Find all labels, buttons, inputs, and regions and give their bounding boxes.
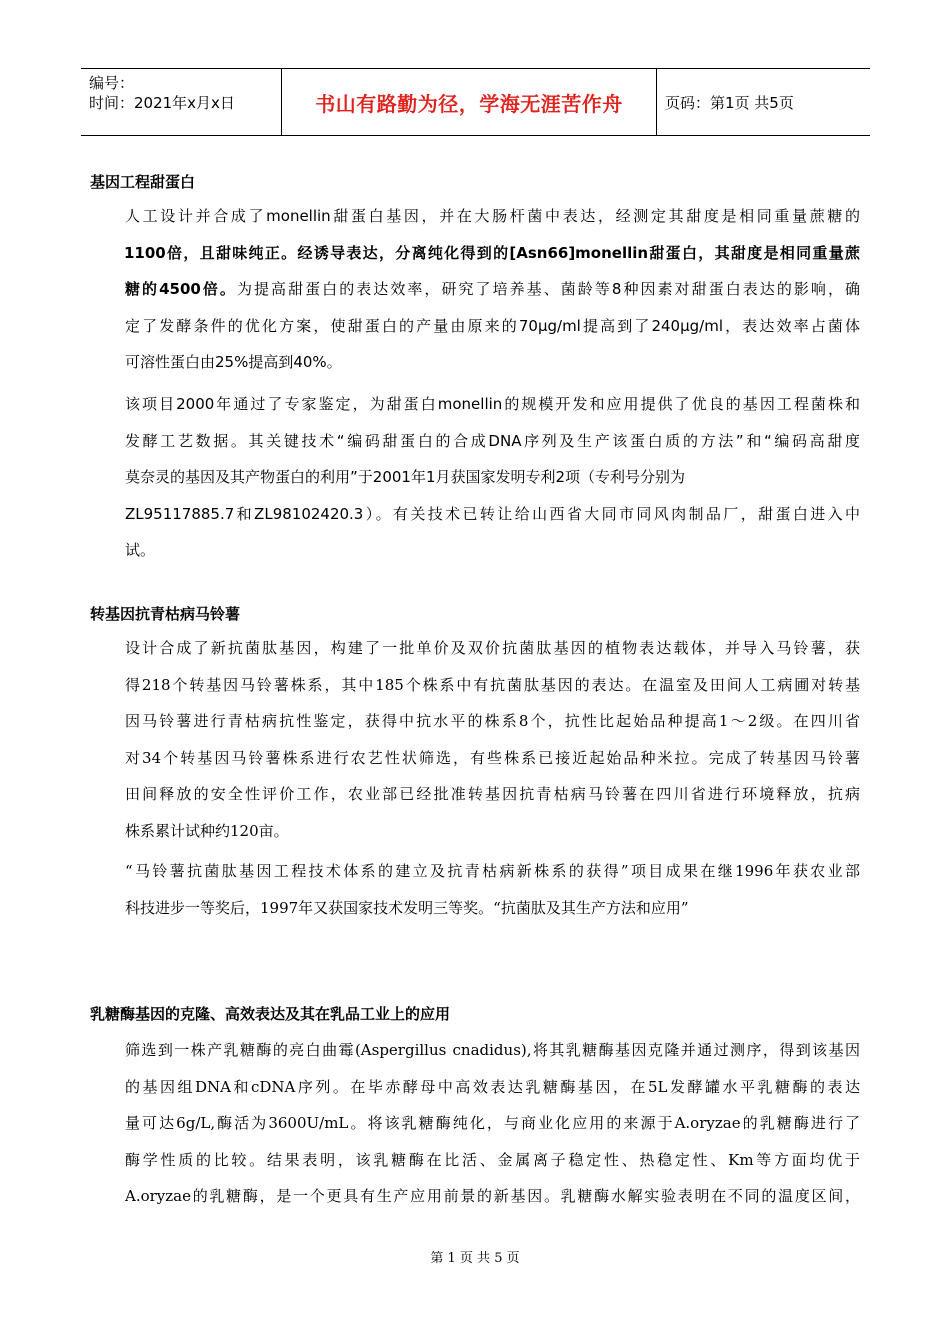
section-title-lactase: 乳糖酶基因的克隆、高效表达及其在乳品工业上的应用 bbox=[90, 1005, 451, 1023]
header-meta-cell bbox=[81, 69, 282, 135]
document-number-label: 编号： bbox=[89, 74, 135, 92]
header-motto-cell bbox=[282, 69, 657, 135]
text-line: 田间释放的安全性评价工作，农业部已经批准转基因抗青枯病马铃薯在四川省进行环境释放，抗病 bbox=[125, 785, 860, 803]
page-header bbox=[81, 68, 870, 136]
text-line bbox=[125, 271, 860, 308]
text-line: 1100倍，且甜味纯正。经诱导表达，分离纯化得到的[Asn66]monellin甜蛋白，其甜度是相同重量蔗 bbox=[124, 243, 860, 262]
text-line-bold-part: 糖的4500倍。 bbox=[125, 280, 237, 298]
header-page-cell bbox=[657, 69, 870, 135]
text-line: “马铃薯抗菌肽基因工程技术体系的建立及抗青枯病新株系的获得”项目成果在继1996年获农业部 bbox=[125, 862, 860, 880]
text-line: A.oryzae的乳糖酶，是一个更具有生产应用前景的新基因。乳糖酶水解实验表明在不同的温度区间， bbox=[125, 1187, 860, 1205]
text-line: 该项目2000年通过了专家鉴定，为甜蛋白monellin的规模开发和应用提供了优良的基因工程菌株和 bbox=[125, 395, 860, 413]
text-line: 因马铃薯进行青枯病抗性鉴定，获得中抗水平的株系8个，抗性比起始品种提高1～2级。在四川省 bbox=[125, 712, 860, 730]
paragraph-sweet-protein-1 bbox=[125, 198, 860, 381]
paragraph-potato-2 bbox=[125, 853, 860, 926]
paragraph-potato-1 bbox=[125, 630, 860, 849]
text-line: 人工设计并合成了monellin甜蛋白基因，并在大肠杆菌中表达，经测定其甜度是相同重量蔗糖的 bbox=[125, 207, 860, 225]
header-page-info: 页码：第1页 共5页 bbox=[665, 93, 794, 112]
text-line: 可溶性蛋白由25%提高到40%。 bbox=[125, 353, 342, 371]
document-date: 时间：2021年x月x日 bbox=[89, 94, 235, 112]
text-line: 定了发酵条件的优化方案，使甜蛋白的产量由原来的70μg/ml提高到了240μg/ml，表达效率占菌体 bbox=[125, 316, 860, 335]
header-motto: 书山有路勤为径，学海无涯苦作舟 bbox=[315, 91, 623, 116]
text-line: ZL95117885.7和ZL98102420.3）。有关技术已转让给山西省大同市同风肉制品厂，甜蛋白进入中 bbox=[125, 504, 860, 523]
text-line: 发酵工艺数据。其关键技术“编码甜蛋白的合成DNA序列及生产该蛋白质的方法”和“编码高甜度 bbox=[125, 431, 860, 450]
text-line: 对34个转基因马铃薯株系进行农艺性状筛选，有些株系已接近起始品种米拉。完成了转基因马铃薯 bbox=[125, 748, 860, 767]
text-line: 科技进步一等奖后，1997年又获国家技术发明三等奖。“抗菌肽及其生产方法和应用” bbox=[125, 898, 689, 917]
section-title-potato: 转基因抗青枯病马铃薯 bbox=[90, 605, 241, 623]
section-title-sweet-protein: 基因工程甜蛋白 bbox=[90, 173, 196, 191]
text-line: 得218个转基因马铃薯株系，其中185个株系中有抗菌肽基因的表达。在温室及田间人工病圃对转基 bbox=[125, 675, 860, 694]
text-line: 莫奈灵的基因及其产物蛋白的利用”于2001年1月获国家发明专利2项（专利号分别为 bbox=[125, 468, 686, 486]
text-line: 的基因组DNA和cDNA序列。在毕赤酵母中高效表达乳糖酶基因，在5L发酵罐水平乳糖酶的表达 bbox=[125, 1077, 860, 1096]
text-line-regular-part: 为提高甜蛋白的表达效率，研究了培养基、菌龄等8种因素对甜蛋白表达的影响，确 bbox=[236, 280, 860, 298]
text-line: 设计合成了新抗菌肽基因，构建了一批单价及双价抗菌肽基因的植物表达载体，并导入马铃薯，获 bbox=[125, 639, 860, 657]
paragraph-sweet-protein-2 bbox=[125, 386, 860, 569]
text-line: 株系累计试种约120亩。 bbox=[125, 821, 289, 840]
paragraph-lactase-1 bbox=[125, 1032, 860, 1215]
text-line: 量可达6g/L,酶活为3600U/mL。将该乳糖酶纯化，与商业化应用的来源于A.oryzae的乳糖酶进行了 bbox=[125, 1114, 860, 1132]
text-line: 酶学性质的比较。结果表明，该乳糖酶在比活、金属离子稳定性、热稳定性、Km等方面均优于 bbox=[125, 1150, 860, 1169]
page-footer: 第 1 页 共 5 页 bbox=[430, 1251, 520, 1266]
text-line: 试。 bbox=[125, 541, 156, 559]
text-line: 筛选到一株产乳糖酶的亮白曲霉(Aspergillus cnadidus),将其乳糖酶基因克隆并通过测序，得到该基因 bbox=[125, 1041, 860, 1059]
